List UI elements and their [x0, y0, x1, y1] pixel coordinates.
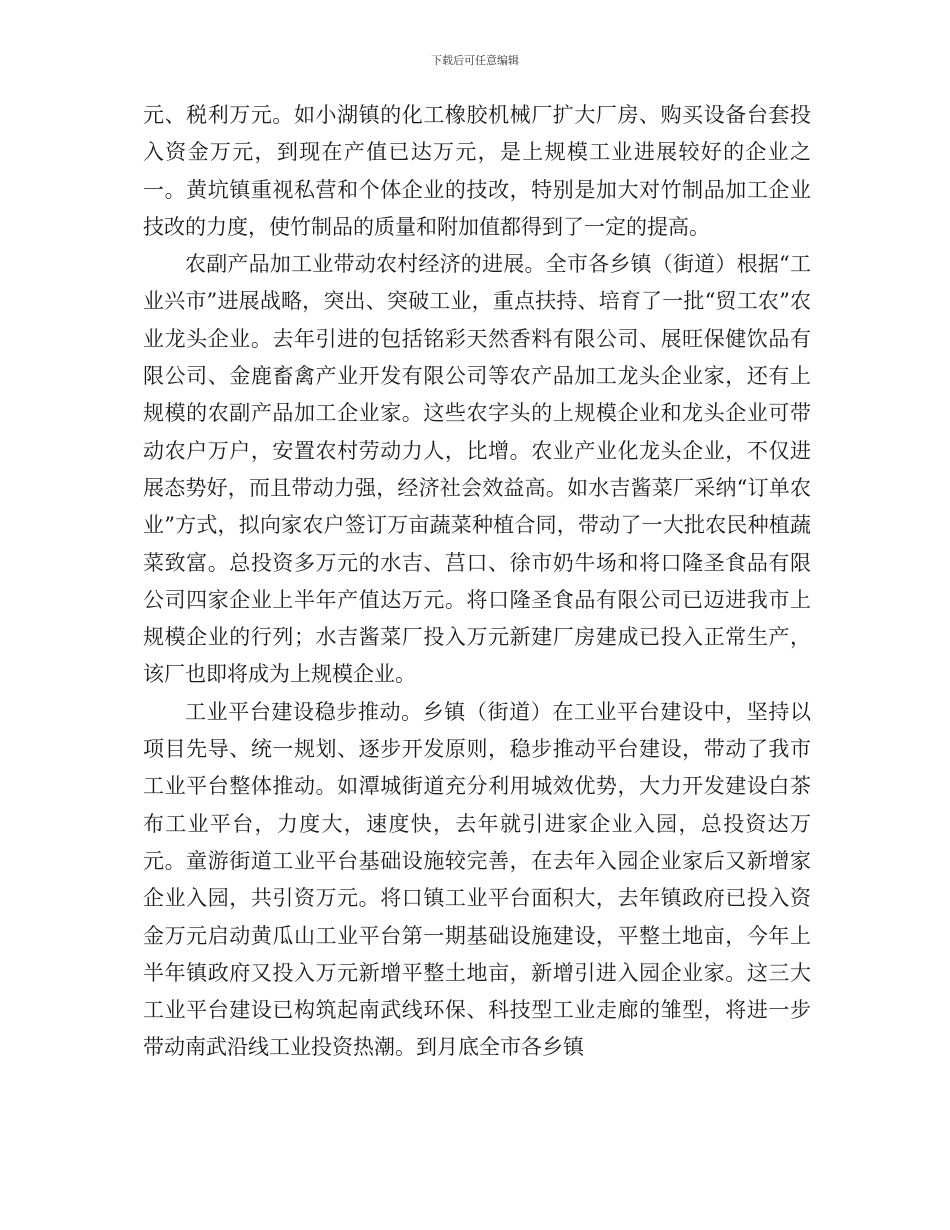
page-header: 下载后可任意编辑 [431, 54, 519, 67]
paragraph-industrial-platform: 工业平台建设稳步推动。乡镇（街道）在工业平台建设中，坚持以项目先导、统一规划、逐步开发原则，稳步推动平台建设，带动了我市工业平台整体推动。如潭城街道充分利用城效优势，大力开发建设白茶布工业平台，力度大，速度快，去年就引进家企业入园，总投资达万元。童游街道工业平台基础设施较完善，在去年入园企业家后又新增家企业入园，共引资万元。将口镇工业平台面积大，去年镇政府已投入资金万元启动黄瓜山工业平台第一期基础设施建设，平整土地亩，今年上半年镇政府又投入万元新增平整土地亩，新增引进入园企业家。这三大工业平台建设已构筑起南武线环保、科技型工业走廊的雏型，将进一步带动南武沿线工业投资热潮。到月底全市各乡镇 [143, 699, 811, 1060]
paragraph-agricultural-processing: 农副产品加工业带动农村经济的进展。全市各乡镇（街道）根据“工业兴市”进展战略，突出、突破工业，重点扶持、培育了一批“贸工农”农业龙头企业。去年引进的包括铭彩天然香料有限公司、展旺保健饮品有限公司、金鹿畜禽产业开发有限公司等农产品加工龙头企业家，还有上规模的农副产品加工企业家。这些农字头的上规模企业和龙头企业可带动农户万户，安置农村劳动力人，比增。农业产业化龙头企业，不仅进展态势好，而且带动力强，经济社会效益高。如水吉酱菜厂采纳“订单农业”方式，拟向家农户签订万亩蔬菜种植合同，带动了一大批农民种植蔬菜致富。总投资多万元的水吉、莒口、徐市奶牛场和将口隆圣食品有限公司四家企业上半年产值达万元。将口隆圣食品有限公司已迈进我市上规模企业的行列；水吉酱菜厂投入万元新建厂房建成已投入正常生产，该厂也即将成为上规模企业。 [143, 252, 811, 687]
paragraph-industrial-tech-upgrade: 元、税利万元。如小湖镇的化工橡胶机械厂扩大厂房、购买设备台套投入资金万元，到现在产值已达万元，是上规模工业进展较好的企业之一。黄坑镇重视私营和个体企业的技改，特别是加大对竹制品加工企业技改的力度，使竹制品的质量和附加值都得到了一定的提高。 [143, 103, 811, 239]
document-body [143, 97, 811, 1067]
